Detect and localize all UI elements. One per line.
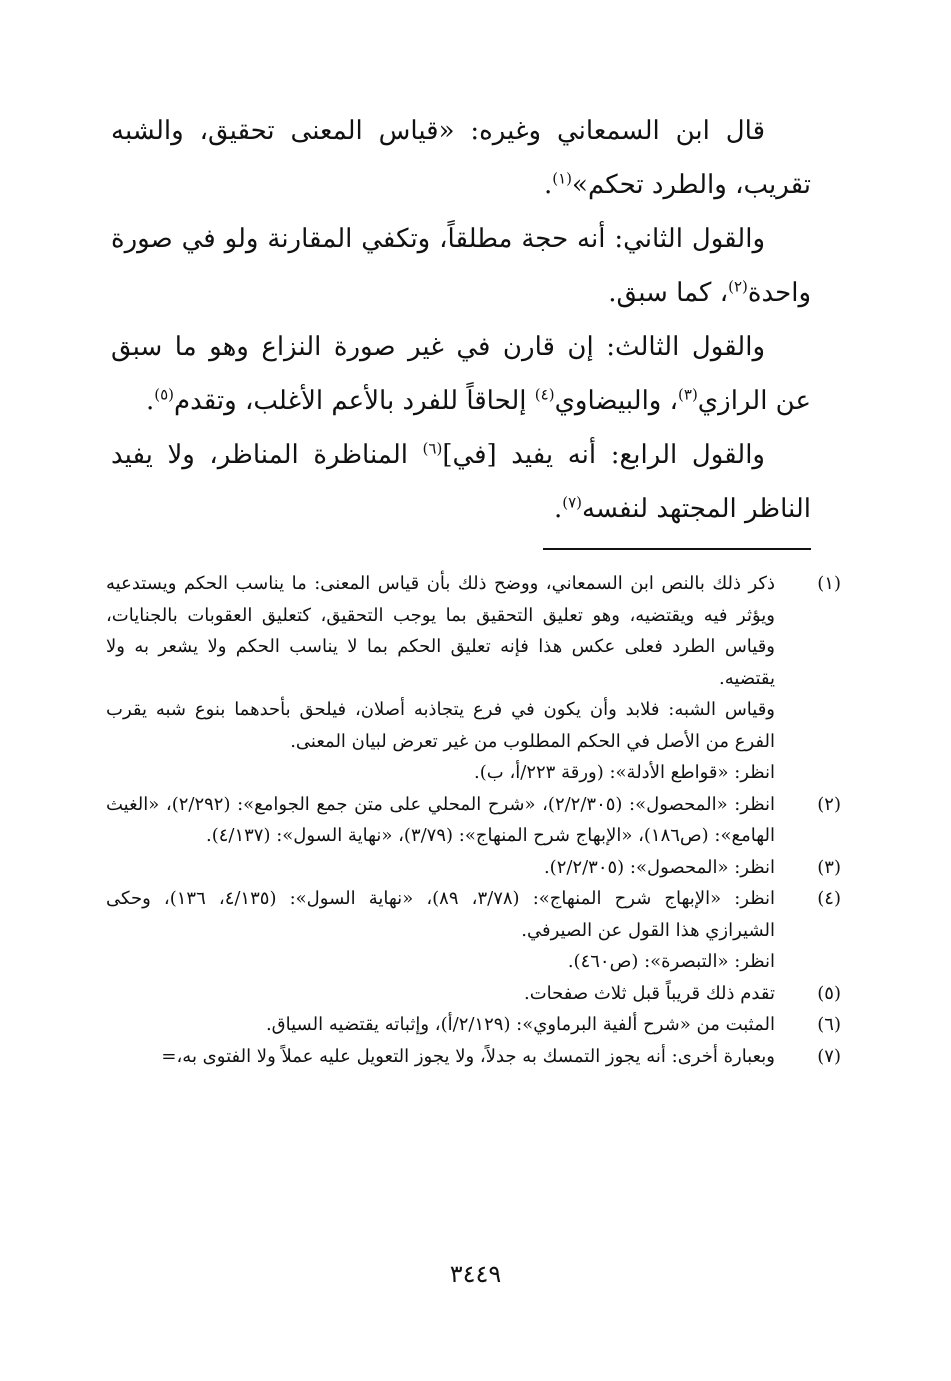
- footnote-5: [106, 978, 841, 1010]
- footnote-2: [106, 789, 841, 852]
- footnote-ref: (٤): [534, 385, 555, 404]
- footnote-number: (٧): [817, 1045, 841, 1067]
- footnote-4: [106, 883, 841, 978]
- paragraph-text: قال ابن السمعاني وغيره: «قياس المعنى تحقيق، والشبه تقريب، والطرد تحكم»: [111, 116, 811, 200]
- main-text: [111, 104, 811, 536]
- footnote-text: انظر: «الإبهاج شرح المنهاج»: (٣/٧٨، ٨٩)، «نهاية السول»: (٤/١٣٥، ١٣٦)، وحكى الشيرازي هذا القول عن الصيرفي.: [106, 888, 776, 941]
- paragraph-4: [111, 428, 811, 536]
- footnote-text: انظر: «المحصول»: (٢/٢/٣٠٥).: [543, 856, 775, 878]
- footnote-ref: (١): [552, 169, 573, 188]
- footnote-6: [106, 1009, 841, 1041]
- footnote-text: المثبت من «شرح ألفية البرماوي»: (٢/١٢٩/أ)، وإثباته يقتضيه السياق.: [265, 1014, 775, 1035]
- paragraph-text: ، كما سبق.: [608, 278, 729, 308]
- footnote-ref: (٧): [562, 493, 583, 512]
- footnote-number: (٤): [817, 888, 841, 909]
- paragraph-text: المناظرة المناظر، ولا يفيد الناظر المجتهد لنفسه: [111, 440, 811, 524]
- footnote-divider: [543, 548, 811, 550]
- footnotes: [106, 568, 841, 1072]
- paragraph-text: والقول الرابع: أنه يفيد [في]: [442, 440, 765, 470]
- footnote-text: ذكر ذلك بالنص ابن السمعاني، ووضح ذلك بأن قياس المعنى: ما يناسب الحكم ويستدعيه ويؤثر فيه ويقتضيه، وهو تعليق التحقيق بما يوجب التحقيق، كتعليق العقوبات بالجنايات، وقياس الطرد فعلى عكس هذا فإنه تعليق الحكم بما لا يناسب الحكم ولا يشعر به ولا يقتضيه.: [106, 573, 775, 689]
- footnote-text: وبعبارة أخرى: أنه يجوز التمسك به جدلاً، ولا يجوز التعويل عليه عملاً ولا الفتوى به،=: [161, 1045, 775, 1067]
- paragraph-text: .: [145, 386, 155, 416]
- footnote-ref: (٢): [728, 277, 748, 296]
- footnote-1: [106, 568, 841, 789]
- footnote-ref: (٦): [422, 439, 443, 458]
- paragraph-text: ، والبيضاوي: [554, 386, 679, 416]
- footnote-number: (٢): [817, 793, 841, 815]
- footnote-3: [106, 852, 841, 884]
- paragraph-text: والقول الثاني: أنه حجة مطلقاً، وتكفي المقارنة ولو في صورة واحدة: [111, 224, 811, 308]
- footnote-7: [106, 1041, 841, 1073]
- paragraph-text: .: [553, 494, 563, 524]
- paragraph-text: .: [543, 170, 553, 200]
- page-number: ٣٤٤٩: [449, 1260, 502, 1288]
- footnote-number: (٣): [817, 856, 841, 878]
- paragraph-text: إلحاقاً للفرد بالأعم الأغلب، وتقدم: [173, 386, 535, 416]
- paragraph-2: [111, 212, 811, 320]
- footnote-text: انظر: «التبصرة»: (ص٤٦٠).: [567, 951, 775, 972]
- footnote-number: (١): [817, 573, 841, 594]
- footnote-text: انظر: «قواطع الأدلة»: (ورقة ٢٢٣/أ، ب).: [474, 762, 775, 783]
- footnote-text: وقياس الشبه: فلابد وأن يكون في فرع يتجاذبه أصلان، فيلحق بأحدهما بنوع شبه يقرب الفرع من الأصل في الحكم المطلوب من غير تعرض لبيان المعنى.: [106, 699, 776, 752]
- paragraph-text: والقول الثالث: إن قارن في غير صورة النزاع وهو ما سبق عن الرازي: [111, 332, 811, 416]
- footnote-text: انظر: «المحصول»: (٢/٢/٣٠٥)، «شرح المحلي على متن جمع الجوامع»: (٢/٢٩٢)، «الغيث الهامع»: (ص١٨٦)، «الإبهاج شرح المنهاج»: (٣/٧٩)، «نهاية السول»: (٤/١٣٧).: [106, 793, 776, 846]
- footnote-number: (٥): [817, 982, 841, 1004]
- footnote-ref: (٥): [154, 385, 174, 404]
- paragraph-3: [111, 320, 811, 428]
- footnote-number: (٦): [817, 1014, 841, 1035]
- footnote-ref: (٣): [678, 385, 698, 404]
- paragraph-1: [111, 104, 811, 212]
- footnote-text: تقدم ذلك قريباً قبل ثلاث صفحات.: [524, 982, 775, 1004]
